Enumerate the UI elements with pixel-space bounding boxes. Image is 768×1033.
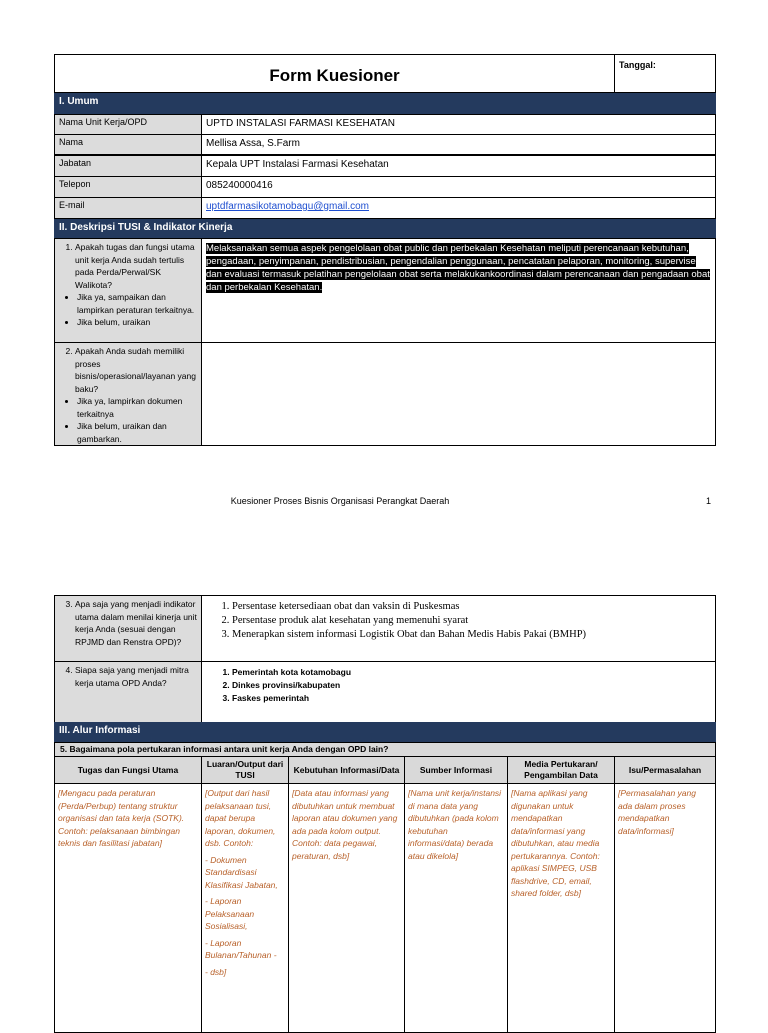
question-3 [54,595,202,662]
cell-media[interactable] [507,783,615,1033]
question-3-text: 3. Apa saja yang menjadi indikator utama dalam menilai kinerja unit kerja Anda (sesuai dengan RPJMD dan Renstra OPD)? [75,598,198,648]
cell-luaran-text-3: - Laporan Pelaksanaan Sosialisasi, [205,896,255,931]
cell-kebutuhan-text: [Data atau informasi yang dibutuhkan untuk membuat laporan atau dokumen yang ada pada kolom output. Contoh: data pegawai, peraturan, dsb] [292,788,398,861]
question-1-text: 1. Apakah tugas dan fungsi utama unit kerja Anda sudah tertulis pada Perda/Perwal/SK Walikota? [75,241,198,291]
question-2-text: 2. Apakah Anda sudah memiliki proses bisnis/operasional/layanan yang baku? [75,345,198,395]
question-2-bullet-2: • Jika belum, uraikan dan gambarkan. [77,420,198,445]
col-header-media: Media Pertukaran/ Pengambilan Data [507,756,615,784]
partner-2: 2. Dinkes provinsi/kabupaten [232,679,711,692]
question-4-text: 4. Siapa saja yang menjadi mitra kerja utama OPD Anda? [75,664,198,689]
email-link[interactable]: uptdfarmasikotamobagu@gmail.com [206,201,370,212]
label-unit-kerja: Nama Unit Kerja/OPD [54,114,202,135]
page-footer-text: Kuesioner Proses Bisnis Organisasi Perangkat Daerah [230,496,450,506]
cell-luaran-text-2: - Dokumen Standardisasi Klasifikasi Jabatan, [205,854,278,890]
form-title-cell [54,54,615,93]
question-2 [54,342,202,446]
date-cell [614,54,716,93]
cell-tugas-text: [Mengacu pada peraturan (Perda/Perbup) tentang struktur organisasi dan tata kerja (SOTK). Contoh: pelaksanaan bimbingan teknis dan fasilitasi jabatan] [58,788,185,848]
question-1-bullet-1: • Jika ya, sampaikan dan lampirkan peraturan terkaitnya. [77,291,198,316]
answer-1-text: Melaksanakan semua aspek pengelolaan obat public dan perbekalan Kesehatan meliputi perencanaan kebutuhan, pengadaan, penyimpanan, pendistribusian, pengendalian penggunaan, pencatatan pelaporan, monitoring, supervise dan evaluasi termasuk pelatihan pengelolaan obat serta melakukankoordinasi dalam perencanaan dan pengadaan obat dan perbekalan Kesehatan. [206,243,710,293]
answer-4-cell[interactable] [201,661,716,723]
label-email: E-mail [54,197,202,219]
label-jabatan: Jabatan [54,155,202,177]
cell-kebutuhan[interactable] [288,783,405,1033]
col-header-kebutuhan: Kebutuhan Informasi/Data [288,756,405,784]
indicator-3: 3. Menerapkan sistem informasi Logistik Obat dan Bahan Medis Habis Pakai (BMHP) [232,628,711,642]
cell-sumber-text: [Nama unit kerja/instansi di mana data yang dibutuhkan (pada kolom kebutuhan informasi/data) berada atau dikelola] [408,788,502,861]
indicator-2: 2. Persentase produk alat kesehatan yang memenuhi syarat [232,614,711,628]
value-nama[interactable]: Mellisa Assa, S.Farm [201,134,716,155]
value-jabatan[interactable]: Kepala UPT Instalasi Farmasi Kesehatan [201,155,716,177]
cell-luaran-text-4: - Laporan Bulanan/Tahunan - [205,937,277,960]
cell-media-text: [Nama aplikasi yang digunakan untuk mendapatkan data/informasi yang dibutuhkan, atau media pertukarannya. Contoh: aplikasi SIMPEG, USB flashdrive, CD, email, shared folder, dsb] [511,788,600,898]
indicator-1: 1. Persentase ketersediaan obat dan vaksin di Puskesmas [232,600,711,614]
label-nama: Nama [54,134,202,155]
answer-1-cell[interactable] [201,238,716,343]
cell-tugas[interactable] [54,783,202,1033]
col-header-tugas: Tugas dan Fungsi Utama [54,756,202,784]
cell-luaran[interactable] [201,783,289,1033]
cell-isu-text: [Permasalahan yang ada dalam proses mendapatkan data/informasi] [618,788,696,836]
partner-1: 1. Pemerintah kota kotamobagu [232,666,711,679]
form-title: Form Kuesioner [269,65,400,85]
value-telepon[interactable]: 085240000416 [201,176,716,198]
answer-3-cell[interactable] [201,595,716,662]
partner-3: 3. Faskes pemerintah [232,692,711,705]
cell-luaran-text-1: [Output dari hasil pelaksanaan tusi, dapat berupa laporan, dokumen, dsb. Contoh: [205,788,276,848]
question-5: 5. Bagaimana pola pertukaran informasi antara unit kerja Anda dengan OPD lain? [54,742,716,757]
section-1-header: I. Umum [54,93,716,114]
value-email-cell [201,197,716,219]
answer-2-cell[interactable] [201,342,716,446]
cell-isu[interactable] [614,783,716,1033]
section-3-header: III. Alur Informasi [54,722,716,743]
question-2-bullet-1: • Jika ya, lampirkan dokumen terkaitnya [77,395,198,420]
value-unit-kerja[interactable]: UPTD INSTALASI FARMASI KESEHATAN [201,114,716,135]
col-header-isu: Isu/Permasalahan [614,756,716,784]
question-1 [54,238,202,343]
col-header-luaran: Luaran/Output dari TUSI [201,756,289,784]
cell-luaran-text-5: - dsb] [205,966,227,977]
col-header-sumber: Sumber Informasi [404,756,508,784]
label-telepon: Telepon [54,176,202,198]
date-label: Tanggal: [619,60,656,70]
section-2-header: II. Deskripsi TUSI & Indikator Kinerja [54,219,716,239]
cell-sumber[interactable] [404,783,508,1033]
question-1-bullet-2: • Jika belum, uraikan [77,316,198,329]
page-number: 1 [706,496,712,506]
question-4 [54,661,202,723]
